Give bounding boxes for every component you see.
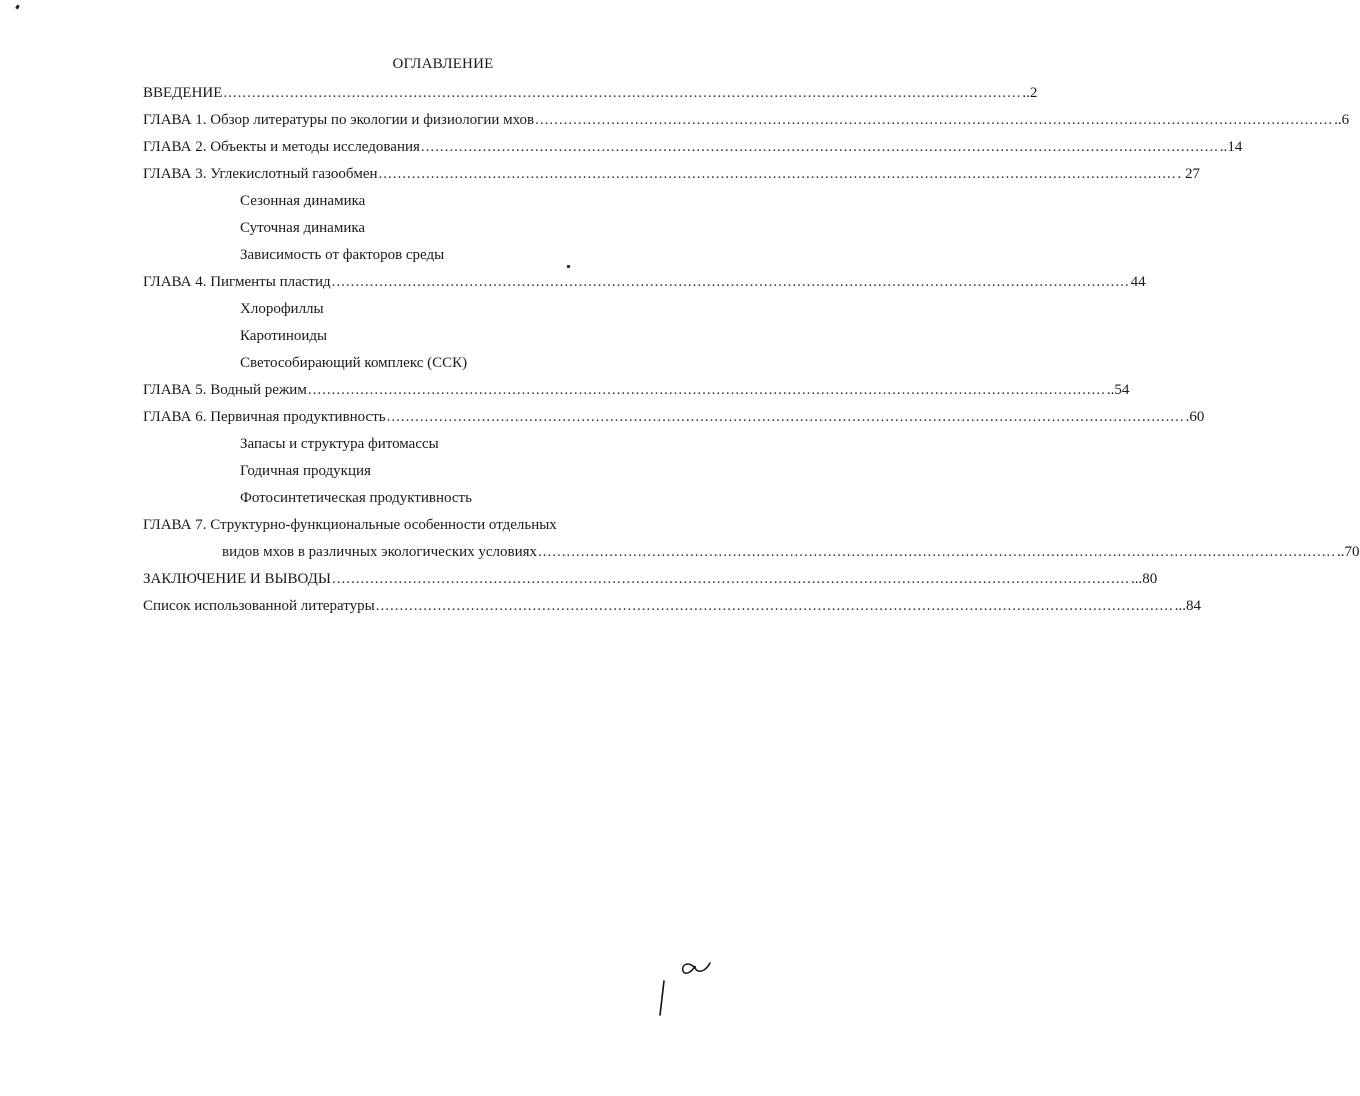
toc-page-number: ..14 — [1219, 139, 1243, 155]
toc-entry-label: ГЛАВА 2. Объекты и методы исследования — [143, 139, 420, 155]
toc-entry-chapter-4[interactable] — [143, 272, 1146, 299]
toc-page-number: ..6 — [1334, 112, 1350, 128]
toc-subentry[interactable]: Светособирающий комплекс (ССК) — [240, 355, 468, 371]
toc-subentry[interactable]: Запасы и структура фитомассы — [240, 436, 439, 452]
toc-entry-label: ГЛАВА 6. Первичная продуктивность — [143, 409, 386, 425]
handwritten-page-mark — [652, 955, 712, 1017]
handwritten-stroke-1 — [660, 981, 664, 1015]
toc-entry-label: ГЛАВА 1. Обзор литературы по экологии и физиологии мхов — [143, 112, 535, 128]
toc-page-number: ..70 — [1337, 544, 1360, 560]
toc-subentry[interactable]: Суточная динамика — [240, 220, 366, 236]
toc-entry-label: ГЛАВА 5. Водный режим — [143, 382, 307, 398]
dot-leader: ........................................................................................................................................................................ — [378, 166, 1177, 182]
toc-entry-label: ГЛАВА 3. Углекислотный газообмен — [143, 166, 378, 182]
dot-leader: ........................................................................................................................................................................ — [375, 598, 1174, 614]
dot-leader: ........................................................................................................................................................................ — [331, 274, 1130, 290]
toc-entry-chapter-5[interactable] — [143, 380, 1130, 407]
toc-entry-references[interactable] — [143, 596, 1201, 623]
toc-entry-label: Список использованной литературы — [143, 598, 375, 614]
toc-subentry[interactable]: Каротиноиды — [240, 328, 328, 344]
toc-subentry[interactable]: Хлорофиллы — [240, 301, 324, 317]
toc-subentry[interactable]: Фотосинтетическая продуктивность — [240, 490, 472, 506]
handwritten-stroke-a — [683, 963, 710, 973]
toc-entry-conclusion[interactable] — [143, 569, 1158, 596]
toc-entry-chapter-6[interactable] — [143, 407, 1205, 434]
toc-entry-chapter-1[interactable] — [143, 110, 1350, 137]
toc-page-number: .60 — [1185, 409, 1205, 425]
toc-page-number: ...80 — [1130, 571, 1158, 587]
dot-leader: ........................................................................................................................................................................ — [223, 85, 1022, 101]
toc-entry-label: ГЛАВА 4. Пигменты пластид — [143, 274, 331, 290]
dot-leader: ........................................................................................................................................................................ — [535, 112, 1334, 128]
toc-page-number: ..54 — [1106, 382, 1130, 398]
toc-entry-intro[interactable] — [143, 83, 1038, 110]
scan-speck — [15, 5, 20, 10]
toc-entry-label: ГЛАВА 7. Структурно-функциональные особенности отдельных — [143, 517, 557, 533]
toc-page-number: 44 — [1130, 274, 1146, 290]
dot-leader: ........................................................................................................................................................................ — [331, 571, 1130, 587]
toc-entry-chapter-7[interactable] — [143, 515, 713, 542]
dot-leader: ........................................................................................................................................................................ — [307, 382, 1106, 398]
toc-page-number: ...84 — [1174, 598, 1201, 614]
toc-page-number: ..2 — [1022, 85, 1038, 101]
toc-page-number: . 27 — [1177, 166, 1201, 182]
toc-entry-chapter-3[interactable] — [143, 164, 1201, 191]
toc-title: ОГЛАВЛЕНИЕ — [392, 56, 494, 72]
toc-entry-chapter-2[interactable] — [143, 137, 1243, 164]
toc-entry-label: ВВЕДЕНИЕ — [143, 85, 223, 101]
dot-leader: ........................................................................................................................................................................ — [420, 139, 1219, 155]
table-of-contents — [143, 83, 1360, 623]
dot-leader: ........................................................................................................................................................................ — [538, 544, 1337, 560]
toc-entry-chapter-7-continued[interactable] — [143, 542, 1360, 569]
toc-subentry[interactable]: Сезонная динамика — [240, 193, 366, 209]
toc-subentry[interactable]: Годичная продукция — [240, 463, 371, 479]
dot-leader: ........................................................................................................................................................................ — [386, 409, 1185, 425]
toc-subentry[interactable]: Зависимость от факторов среды — [240, 247, 445, 263]
toc-entry-label: видов мхов в различных экологических условиях — [222, 544, 538, 560]
toc-entry-label: ЗАКЛЮЧЕНИЕ И ВЫВОДЫ — [143, 571, 331, 587]
